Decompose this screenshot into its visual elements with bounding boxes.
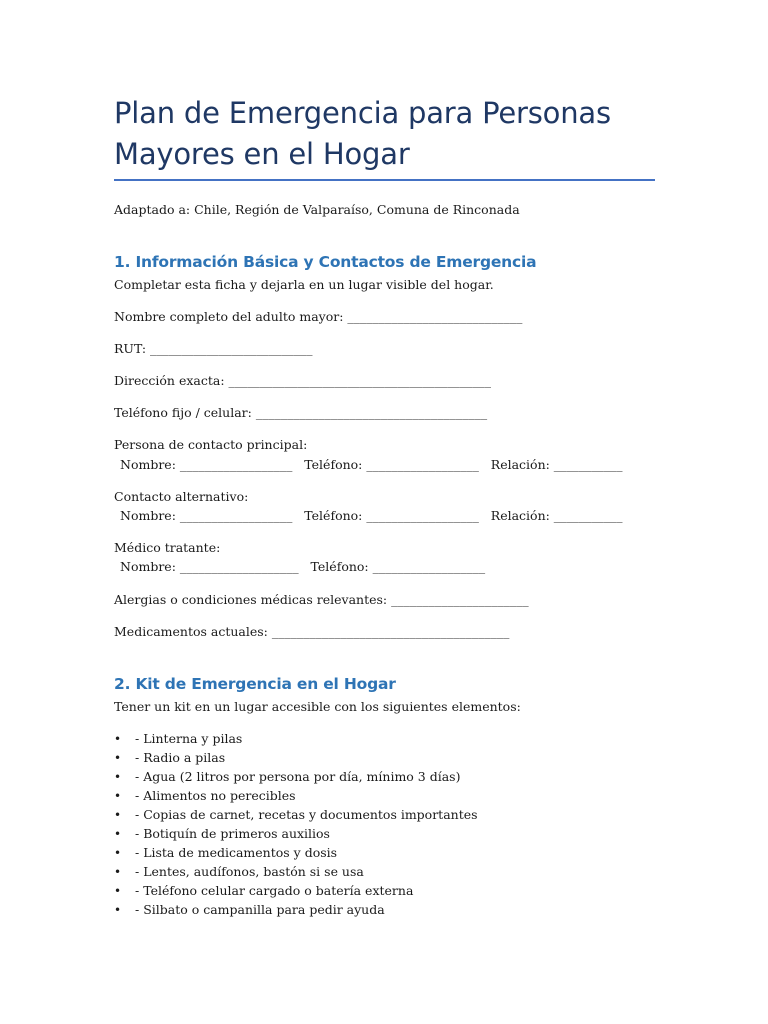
section-2-heading: 2. Kit de Emergencia en el Hogar: [114, 675, 396, 693]
doctor-fields[interactable]: Nombre: ___________________ Teléfono: __________________: [120, 559, 486, 574]
kit-list-item: [114, 864, 659, 883]
medications-field[interactable]: Medicamentos actuales: ______________________________________: [114, 624, 510, 639]
section-2-intro: Tener un kit en un lugar accesible con los siguientes elementos:: [114, 699, 521, 714]
kit-list-item: [114, 883, 659, 902]
kit-list-item: [114, 826, 659, 845]
kit-item-text: - Silbato o campanilla para pedir ayuda: [135, 902, 385, 917]
kit-item-text: - Radio a pilas: [135, 750, 226, 765]
kit-item-text: - Lentes, audífonos, bastón si se usa: [135, 864, 364, 879]
title-divider: [114, 179, 655, 181]
kit-list-item: [114, 902, 659, 921]
kit-list-item: [114, 845, 659, 864]
adapted-for-text: Adaptado a: Chile, Región de Valparaíso, Comuna de Rinconada: [114, 202, 520, 217]
bullet-icon: •: [114, 865, 122, 879]
doctor-label: Médico tratante:: [114, 540, 221, 555]
kit-list-item: [114, 807, 659, 826]
kit-list-item: [114, 769, 659, 788]
alt-contact-label: Contacto alternativo:: [114, 489, 249, 504]
alt-contact-fields[interactable]: Nombre: __________________ Teléfono: __________________ Relación: ___________: [120, 508, 623, 523]
kit-list: [114, 731, 659, 921]
kit-item-text: - Teléfono celular cargado o batería externa: [135, 883, 414, 898]
kit-item-text: - Agua (2 litros por persona por día, mínimo 3 días): [135, 769, 461, 784]
kit-list-item: [114, 788, 659, 807]
kit-item-text: - Linterna y pilas: [135, 731, 243, 746]
full-name-field[interactable]: Nombre completo del adulto mayor: ____________________________: [114, 309, 523, 324]
address-field[interactable]: Dirección exacta: __________________________________________: [114, 373, 492, 388]
phone-field[interactable]: Teléfono fijo / celular: _____________________________________: [114, 405, 488, 420]
kit-item-text: - Botiquín de primeros auxilios: [135, 826, 330, 841]
rut-field[interactable]: RUT: __________________________: [114, 341, 313, 356]
bullet-icon: •: [114, 884, 122, 898]
bullet-icon: •: [114, 770, 122, 784]
section-1-heading: 1. Información Básica y Contactos de Emergencia: [114, 253, 537, 271]
bullet-icon: •: [114, 827, 122, 841]
kit-item-text: - Copias de carnet, recetas y documentos importantes: [135, 807, 478, 822]
bullet-icon: •: [114, 732, 122, 746]
kit-item-text: - Lista de medicamentos y dosis: [135, 845, 338, 860]
primary-contact-fields[interactable]: Nombre: __________________ Teléfono: __________________ Relación: ___________: [120, 457, 623, 472]
kit-item-text: - Alimentos no perecibles: [135, 788, 296, 803]
bullet-icon: •: [114, 846, 122, 860]
section-1-intro: Completar esta ficha y dejarla en un lugar visible del hogar.: [114, 277, 494, 292]
bullet-icon: •: [114, 751, 122, 765]
primary-contact-label: Persona de contacto principal:: [114, 437, 308, 452]
bullet-icon: •: [114, 903, 122, 917]
kit-list-item: [114, 750, 659, 769]
allergies-field[interactable]: Alergias o condiciones médicas relevantes: ______________________: [114, 592, 529, 607]
kit-list-item: [114, 731, 659, 750]
document-title: Plan de Emergencia para Personas Mayores en el Hogar: [114, 96, 611, 171]
bullet-icon: •: [114, 789, 122, 803]
bullet-icon: •: [114, 808, 122, 822]
